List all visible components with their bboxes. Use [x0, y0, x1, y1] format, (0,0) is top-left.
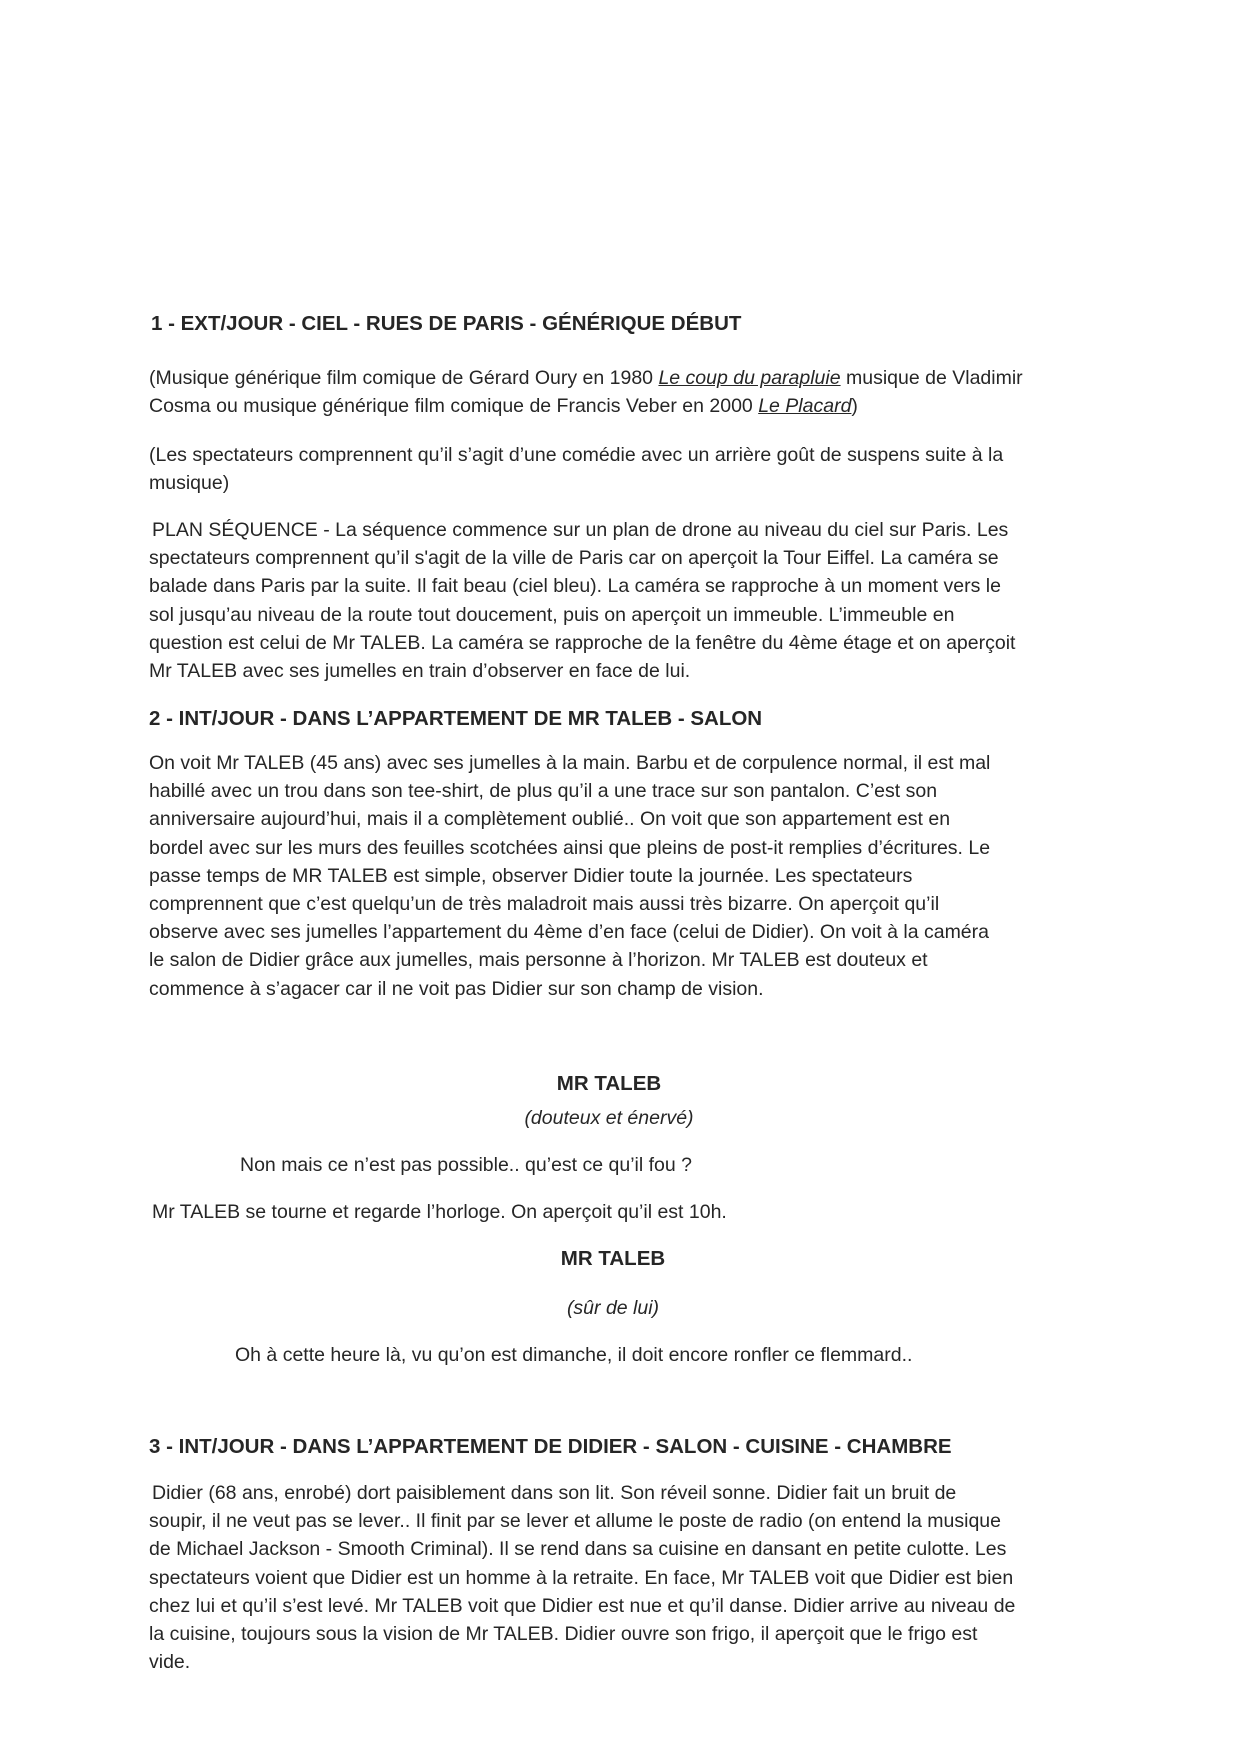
paragraph-line: habillé avec un trou dans son tee-shirt, de plus qu’il a une trace sur son pantalon. C’est son: [149, 780, 938, 803]
plan-sequence-paragraph: [149, 516, 1109, 685]
scene-heading-1: 1 - EXT/JOUR - CIEL - RUES DE PARIS - GÉNÉRIQUE DÉBUT: [151, 312, 742, 335]
character-name-2: MR TALEB: [560, 1247, 666, 1270]
scene-heading-3: 3 - INT/JOUR - DANS L’APPARTEMENT DE DIDIER - SALON - CUISINE - CHAMBRE: [149, 1435, 952, 1458]
music-note-line-1: [149, 364, 1109, 392]
paragraph-line: (Les spectateurs comprennent qu’il s’agit d’une comédie avec un arrière goût de suspens suite à la: [149, 444, 1004, 466]
character-name-1: MR TALEB: [556, 1072, 662, 1095]
paragraph-line: bordel avec sur les murs des feuilles scotchées ainsi que pleins de post-it remplies d’écritures. Le: [149, 836, 991, 859]
paragraph-line: la cuisine, toujours sous la vision de Mr TALEB. Didier ouvre son frigo, il aperçoit que le frigo est: [149, 1623, 978, 1646]
paragraph-line: spectateurs voient que Didier est un homme à la retraite. En face, Mr TALEB voit que Didier est bien: [149, 1566, 1014, 1589]
paragraph-line: commence à s’agacer car il ne voit pas Didier sur son champ de vision.: [149, 977, 764, 1000]
scene-heading-2: 2 - INT/JOUR - DANS L’APPARTEMENT DE MR TALEB - SALON: [149, 707, 763, 730]
paragraph-line: passe temps de MR TALEB est simple, observer Didier toute la journée. Les spectateurs: [149, 864, 913, 887]
paragraph-line: chez lui et qu’il s’est levé. Mr TALEB voit que Didier est nue et qu’il danse. Didier arrive au niveau de: [149, 1594, 1016, 1617]
music-note-text: (Musique générique film comique de Gérard Oury en 1980: [149, 367, 659, 389]
parenthetical-2: (sûr de lui): [566, 1297, 660, 1319]
paragraph-line: sol jusqu’au niveau de la route tout doucement, puis on aperçoit un immeuble. L’immeuble en: [149, 603, 955, 626]
parenthetical-1: (douteux et énervé): [524, 1107, 694, 1129]
music-note-text: Cosma ou musique générique film comique de Francis Veber en 2000: [149, 395, 759, 418]
paragraph-line: On voit Mr TALEB (45 ans) avec ses jumelles à la main. Barbu et de corpulence normal, il est mal: [149, 752, 991, 774]
paragraph-line: musique): [149, 472, 230, 495]
paragraph-line: PLAN SÉQUENCE - La séquence commence sur un plan de drone au niveau du ciel sur Paris. Les: [152, 519, 1009, 541]
music-note-line-2: [149, 392, 1109, 420]
paragraph-line: soupir, il ne veut pas se lever.. Il finit par se lever et allume le poste de radio (on entend la musique: [149, 1510, 1001, 1533]
scene3-action-paragraph: [149, 1479, 1109, 1676]
paragraph-line: spectateurs comprennent qu’il s'agit de la ville de Paris car on aperçoit la Tour Eiffel. La caméra se: [149, 547, 999, 570]
dialogue-line-2: Oh à cette heure là, vu qu’on est dimanche, il doit encore ronfler ce flemmard..: [235, 1344, 913, 1366]
dialogue-line-1: Non mais ce n’est pas possible.. qu’est ce qu’il fou ?: [240, 1154, 692, 1176]
paragraph-line: comprennent que c’est quelqu’un de très maladroit mais aussi très bizarre. On aperçoit qu’il: [149, 893, 940, 916]
paragraph-line: anniversaire aujourd’hui, mais il a complètement oublié.. On voit que son appartement est en: [149, 808, 951, 831]
paragraph-line: Mr TALEB avec ses jumelles en train d’observer en face de lui.: [149, 660, 691, 683]
paragraph-line: de Michael Jackson - Smooth Criminal). Il se rend dans sa cuisine en dansant en petite culotte. Les: [149, 1538, 1007, 1561]
music-note-text: ): [851, 395, 858, 418]
music-note: [149, 364, 1109, 420]
paragraph-line: question est celui de Mr TALEB. La caméra se rapproche de la fenêtre du 4ème étage et on aperçoit: [149, 631, 1016, 654]
paragraph-line: observe avec ses jumelles l’appartement du 4ème d’en face (celui de Didier). On voit à la caméra: [149, 921, 989, 944]
film-title-1: Le coup du parapluie: [658, 367, 841, 389]
paragraph-line: le salon de Didier grâce aux jumelles, mais personne à l’horizon. Mr TALEB est douteux et: [149, 949, 928, 972]
action-line: Mr TALEB se tourne et regarde l’horloge. On aperçoit qu’il est 10h.: [152, 1201, 727, 1223]
music-note-text: musique de Vladimir: [840, 367, 1023, 389]
paragraph-line: Didier (68 ans, enrobé) dort paisiblement dans son lit. Son réveil sonne. Didier fait un bruit de: [152, 1482, 957, 1504]
audience-note: [149, 441, 1109, 497]
paragraph-line: balade dans Paris par la suite. Il fait beau (ciel bleu). La caméra se rapproche à un moment vers le: [149, 575, 1001, 598]
scene2-action-paragraph: [149, 749, 1109, 1003]
film-title-2: Le Placard: [758, 395, 852, 418]
paragraph-line: vide.: [149, 1651, 191, 1674]
